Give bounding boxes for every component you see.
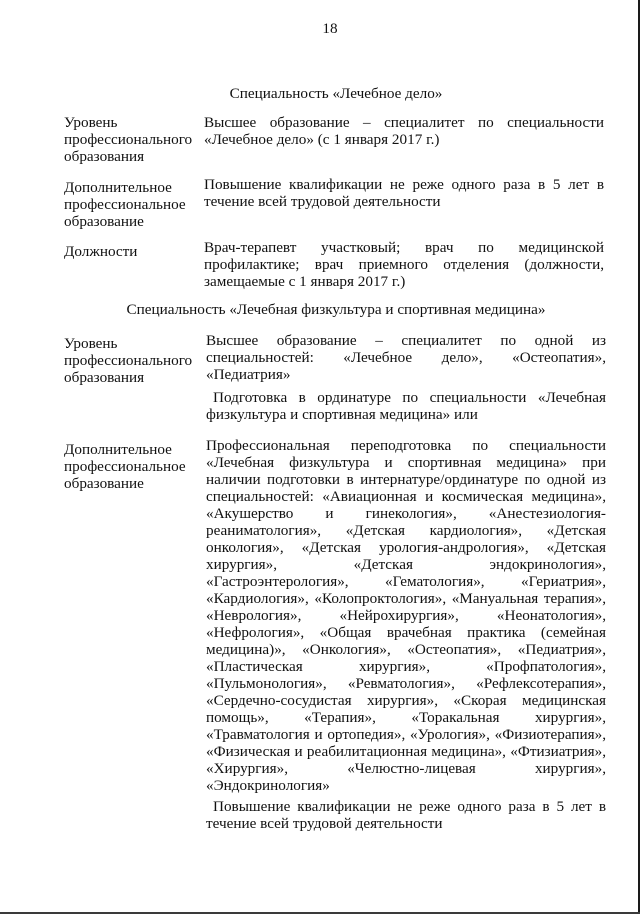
value-residency-training: Подготовка в ординатуре по специальности «Лечебная физкультура и спортивная медицина» или [206,389,606,423]
section-title-lechebnoe-delo: Специальность «Лечебное дело» [229,85,443,102]
section-title-lfk-sport-medicine: Специальность «Лечебная физкультура и спортивная медицина» [126,301,546,318]
value-additional-education: Повышение квалификации не реже одного раза в 5 лет в течение всей трудовой деятельности [204,176,604,210]
label-positions: Должности [64,243,138,260]
value-education-level-2: Высшее образование – специалитет по одной из специальностей: «Лечебное дело», «Остеопатия», «Педиатрия» [206,332,606,383]
label-education-level-2: Уровень профессионального образования [64,335,193,386]
label-additional-education-2: Дополнительное профессиональное образование [64,441,186,492]
value-qualification-upgrade-2: Повышение квалификации не реже одного раза в 5 лет в течение всей трудовой деятельности [206,798,606,832]
value-positions: Врач-терапевт участковый; врач по медицинской профилактике; врач приемного отделения (должности, замещаемые с 1 января 2017 г.) [204,239,604,290]
value-retraining: Профессиональная переподготовка по специальности «Лечебная физкультура и спортивная медицина» при наличии подготовки в интернатуре/ординатуре по одной из специальностей: «Авиационная и космическая медицина», «Акушерство и гинекология», «Анестезиология-реаниматология», «Детская кардиология», «Детская онкология», «Детская урология-андрология», «Детская хирургия», «Детская эндокринология», «Гастроэнтерология», «Гематология», «Гериатрия», «Кардиология», «Колопроктология», «Мануальная терапия», «Неврология», «Нейрохирургия», «Неонатология», «Нефрология», «Общая врачебная практика (семейная медицина)», «Онкология», «Остеопатия», «Педиатрия», «Пластическая хирургия», «Профпатология», «Пульмонология», «Ревматология», «Рефлексотерапия», «Сердечно-сосудистая хирургия», «Скорая медицинская помощь», «Терапия», «Торакальная хирургия», «Травматология и ортопедия», «Урология», «Физиотерапия», «Физическая и реабилитационная медицина», «Фтизиатрия», «Хирургия», «Челюстно-лицевая хирургия», «Эндокринология» [206,437,606,794]
label-education-level: Уровень профессионального образования [64,114,193,165]
label-additional-education: Дополнительное профессиональное образование [64,179,186,230]
page-number: 18 [322,20,338,37]
value-education-level: Высшее образование – специалитет по специальности «Лечебное дело» (с 1 января 2017 г.) [204,114,604,148]
